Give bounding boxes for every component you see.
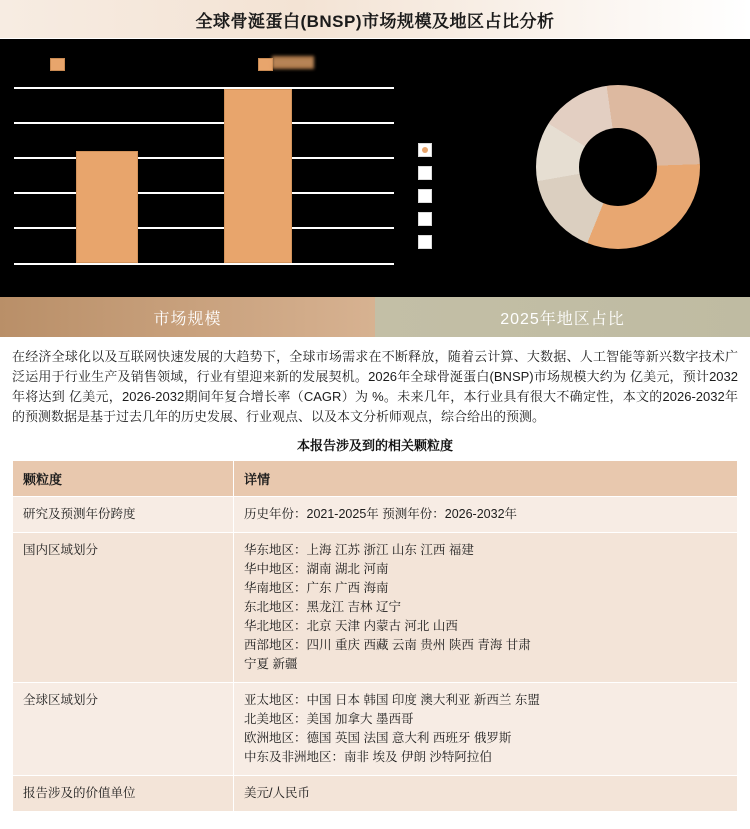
gridline: [14, 87, 394, 89]
row-detail: [234, 533, 738, 683]
gridline: [14, 192, 394, 194]
gridline: [14, 227, 394, 229]
donut-graphic: [536, 85, 700, 249]
bar-chart: [0, 39, 408, 297]
table-row: [13, 683, 738, 776]
donut-chart: [408, 39, 750, 297]
region-line: 中东及非洲地区：南非 埃及 伊朗 沙特阿拉伯: [244, 750, 492, 764]
column-header-granularity: 颗粒度: [13, 461, 234, 497]
region-line: 华中地区：湖南 湖北 河南: [244, 562, 389, 576]
gridline: [14, 122, 394, 124]
granularity-table: [12, 460, 738, 812]
tab-market-size[interactable]: 市场规模: [0, 297, 375, 337]
region-line: 宁夏 新疆: [244, 657, 298, 671]
tab-regional-share[interactable]: 2025年地区占比: [375, 297, 750, 337]
legend-item: [418, 143, 432, 157]
region-line: 华东地区：上海 江苏 浙江 山东 江西 福建: [244, 543, 474, 557]
row-detail: [234, 683, 738, 776]
charts-panel: [0, 39, 750, 297]
legend-item: [418, 189, 432, 203]
report-paragraph: 在经济全球化以及互联网快速发展的大趋势下，全球市场需求在不断释放，随着云计算、大数据、人工智能等新兴数字技术广泛运用于行业生产及销售领域，行业有望迎来新的发展契机。2026年全球骨涎蛋白(BNSP)市场规模大约为 亿美元，预计2032年将达到 亿美元，2026-2032期间年复合增长率（CAGR）为 %。未来几年，本行业具有很大不确定性，本文的2026-2032年的预测数据是基于过去几年的历史发展、行业观点、以及本文分析师观点，综合给出的预测。: [12, 349, 738, 424]
row-key: 全球区域划分: [13, 683, 234, 776]
table-header-row: [13, 461, 738, 497]
legend-label-blurred: [272, 56, 314, 69]
table-caption: 本报告涉及到的相关颗粒度: [296, 438, 453, 453]
region-line: 东北地区：黑龙江 吉林 辽宁: [244, 600, 401, 614]
donut-chart-legend: [418, 143, 432, 249]
bar-chart-plot: [14, 87, 394, 265]
region-line: 西部地区：四川 重庆 西藏 云南 贵州 陕西 青海 甘肃: [244, 638, 531, 652]
region-line: 亚太地区：中国 日本 韩国 印度 澳大利亚 新西兰 东盟: [244, 693, 540, 707]
column-header-detail: 详情: [234, 461, 738, 497]
bar-item: [76, 151, 138, 263]
row-key: 报告涉及的价值单位: [13, 776, 234, 812]
row-key: 研究及预测年份跨度: [13, 497, 234, 533]
legend-swatch-icon: [50, 58, 65, 71]
table-row: [13, 776, 738, 812]
page-title: 全球骨涎蛋白(BNSP)市场规模及地区占比分析: [195, 11, 555, 31]
legend-item: [418, 212, 432, 226]
donut-ring: [536, 85, 700, 249]
section-tabs: [0, 297, 750, 337]
region-line: 北美地区：美国 加拿大 墨西哥: [244, 712, 414, 726]
table-row: [13, 497, 738, 533]
region-line: 华南地区：广东 广西 海南: [244, 581, 389, 595]
row-detail: 美元/人民币: [234, 776, 738, 812]
bar-chart-legend: [0, 53, 408, 75]
row-detail: 历史年份：2021-2025年 预测年份：2026-2032年: [234, 497, 738, 533]
bar-item: [224, 89, 292, 263]
legend-item: [418, 235, 432, 249]
table-row: [13, 533, 738, 683]
row-key: 国内区域划分: [13, 533, 234, 683]
legend-item: [418, 166, 432, 180]
gridline: [14, 157, 394, 159]
legend-swatch-icon: [258, 58, 273, 71]
report-header: [0, 0, 750, 39]
region-line: 欧洲地区：德国 英国 法国 意大利 西班牙 俄罗斯: [244, 731, 512, 745]
axis-line: [14, 263, 394, 265]
region-line: 华北地区：北京 天津 内蒙古 河北 山西: [244, 619, 458, 633]
